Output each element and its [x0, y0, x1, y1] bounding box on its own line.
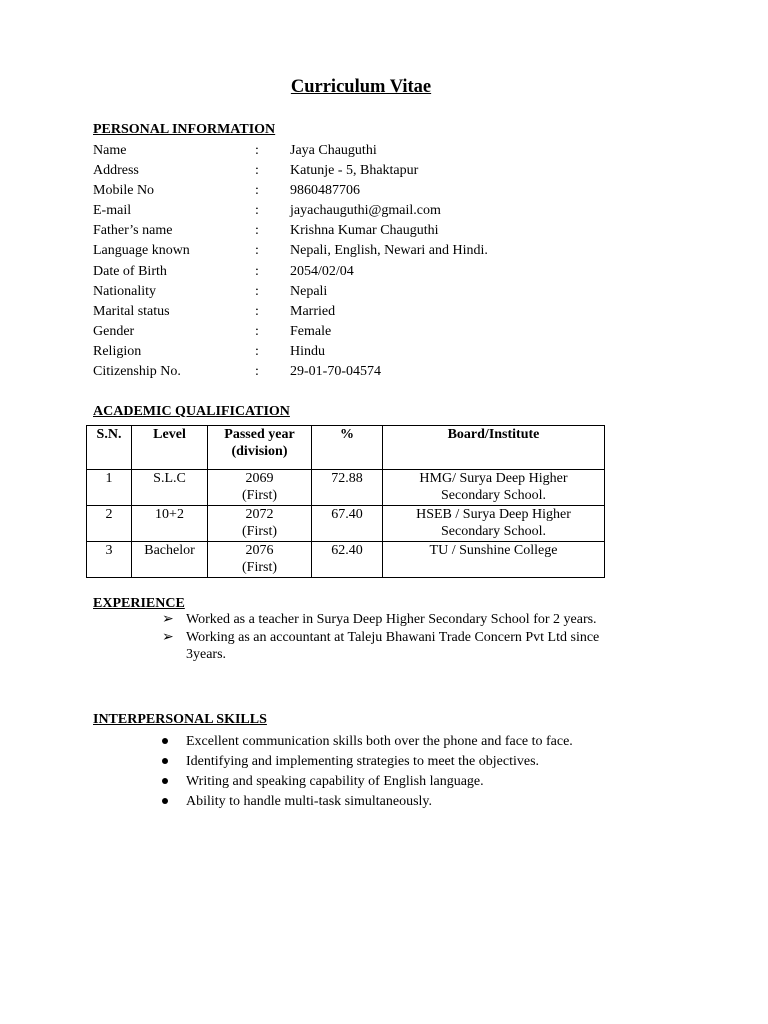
- skills-list: [162, 733, 682, 813]
- arrow-bullet-icon: ➢: [162, 612, 174, 627]
- cell-level: 10+2: [132, 506, 208, 542]
- info-label: Marital status: [93, 303, 170, 319]
- info-separator: :: [255, 343, 259, 359]
- info-value: jayachauguthi@gmail.com: [290, 203, 441, 219]
- cell-division: (First): [242, 488, 277, 503]
- cell-board-line1: HSEB / Surya Deep Higher: [416, 507, 571, 522]
- info-label: Nationality: [93, 283, 156, 299]
- cell-passed-year: [208, 506, 312, 542]
- info-value: 9860487706: [290, 183, 360, 199]
- info-label: Citizenship No.: [93, 364, 181, 380]
- info-separator: :: [255, 263, 259, 279]
- info-value: Jaya Chauguthi: [290, 143, 377, 158]
- info-separator: :: [255, 243, 259, 259]
- header-percent: %: [312, 426, 383, 470]
- experience-heading: EXPERIENCE: [93, 596, 185, 611]
- info-separator: :: [255, 303, 259, 319]
- cell-board-line2: Secondary School.: [441, 524, 546, 539]
- table-row: [87, 506, 605, 542]
- info-label: Language known: [93, 243, 190, 259]
- table-header-row: [87, 426, 605, 470]
- info-value: 29-01-70-04574: [290, 364, 381, 380]
- table-row: [87, 542, 605, 578]
- academic-qualification-table: [86, 425, 605, 578]
- info-separator: :: [255, 163, 259, 179]
- list-item: [162, 773, 682, 793]
- cell-board: [383, 542, 605, 578]
- cell-percent: 72.88: [312, 470, 383, 506]
- info-label: Gender: [93, 323, 135, 339]
- bullet-icon: [162, 738, 168, 744]
- info-label: Father’s name: [93, 223, 173, 239]
- info-separator: :: [255, 143, 259, 158]
- header-division-line2: (division): [231, 444, 288, 459]
- info-value: Nepali: [290, 283, 328, 299]
- header-passed-year-line1: Passed year: [224, 427, 295, 442]
- table-row: [87, 470, 605, 506]
- header-sn: S.N.: [87, 426, 132, 470]
- personal-information-heading: PERSONAL INFORMATION: [93, 122, 276, 137]
- info-label: Name: [93, 143, 127, 158]
- cell-board-line2: Secondary School.: [441, 488, 546, 503]
- interpersonal-skills-heading: INTERPERSONAL SKILLS: [93, 712, 267, 727]
- experience-text: Working as an accountant at Taleju Bhawani Trade Concern Pvt Ltd since 3years.: [186, 629, 600, 662]
- experience-list: [162, 611, 662, 664]
- list-item: [162, 629, 616, 664]
- bullet-icon: [162, 798, 168, 804]
- academic-qualification-heading: ACADEMIC QUALIFICATION: [93, 404, 290, 419]
- info-value: Married: [290, 303, 336, 319]
- cell-sn: 1: [87, 470, 132, 506]
- list-item: [162, 733, 682, 753]
- cell-percent: 67.40: [312, 506, 383, 542]
- cell-division: (First): [242, 560, 277, 575]
- skill-text: Ability to handle multi-task simultaneously.: [186, 794, 433, 810]
- bullet-icon: [162, 778, 168, 784]
- cell-sn: 3: [87, 542, 132, 578]
- arrow-bullet-icon: ➢: [162, 629, 174, 645]
- skill-text: Excellent communication skills both over the phone and face to face.: [186, 734, 573, 749]
- list-item: [162, 793, 682, 813]
- document-title-text: Curriculum Vitae: [290, 77, 432, 97]
- info-value: Hindu: [290, 343, 325, 359]
- info-value: Krishna Kumar Chauguthi: [290, 223, 439, 239]
- cell-board-line1: TU / Sunshine College: [429, 543, 558, 558]
- cell-passed-year: [208, 470, 312, 506]
- info-value: Female: [290, 323, 332, 339]
- cell-passed-year: [208, 542, 312, 578]
- cell-year: 2076: [245, 543, 274, 558]
- cell-board-line1: HMG/ Surya Deep Higher: [419, 471, 568, 486]
- cell-level: Bachelor: [132, 542, 208, 578]
- cell-percent: 62.40: [312, 542, 383, 578]
- list-item: [162, 611, 662, 629]
- info-separator: :: [255, 283, 259, 299]
- experience-text: Worked as a teacher in Surya Deep Higher Secondary School for 2 years.: [186, 612, 597, 627]
- info-separator: :: [255, 203, 259, 219]
- skill-text: Writing and speaking capability of English language.: [186, 774, 484, 790]
- info-value: 2054/02/04: [290, 263, 354, 279]
- info-separator: :: [255, 183, 259, 199]
- info-value: Nepali, English, Newari and Hindi.: [290, 243, 488, 259]
- cell-board: [383, 506, 605, 542]
- info-separator: :: [255, 364, 259, 380]
- info-separator: :: [255, 323, 259, 339]
- cell-sn: 2: [87, 506, 132, 542]
- header-board: Board/Institute: [383, 426, 605, 470]
- cell-division: (First): [242, 524, 277, 539]
- list-item: [162, 753, 682, 773]
- header-passed-year: [208, 426, 312, 470]
- info-value: Katunje - 5, Bhaktapur: [290, 163, 419, 179]
- cell-level: S.L.C: [132, 470, 208, 506]
- header-level: Level: [132, 426, 208, 470]
- info-label: Date of Birth: [93, 263, 167, 279]
- cell-year: 2072: [245, 507, 274, 522]
- info-label: E-mail: [93, 203, 132, 219]
- skill-text: Identifying and implementing strategies to meet the objectives.: [186, 754, 540, 770]
- cell-year: 2069: [245, 471, 274, 486]
- document-title: [0, 77, 722, 98]
- info-label: Mobile No: [93, 183, 155, 199]
- info-separator: :: [255, 223, 259, 239]
- cell-board: [383, 470, 605, 506]
- info-label: Religion: [93, 343, 142, 359]
- info-label: Address: [93, 163, 139, 179]
- bullet-icon: [162, 758, 168, 764]
